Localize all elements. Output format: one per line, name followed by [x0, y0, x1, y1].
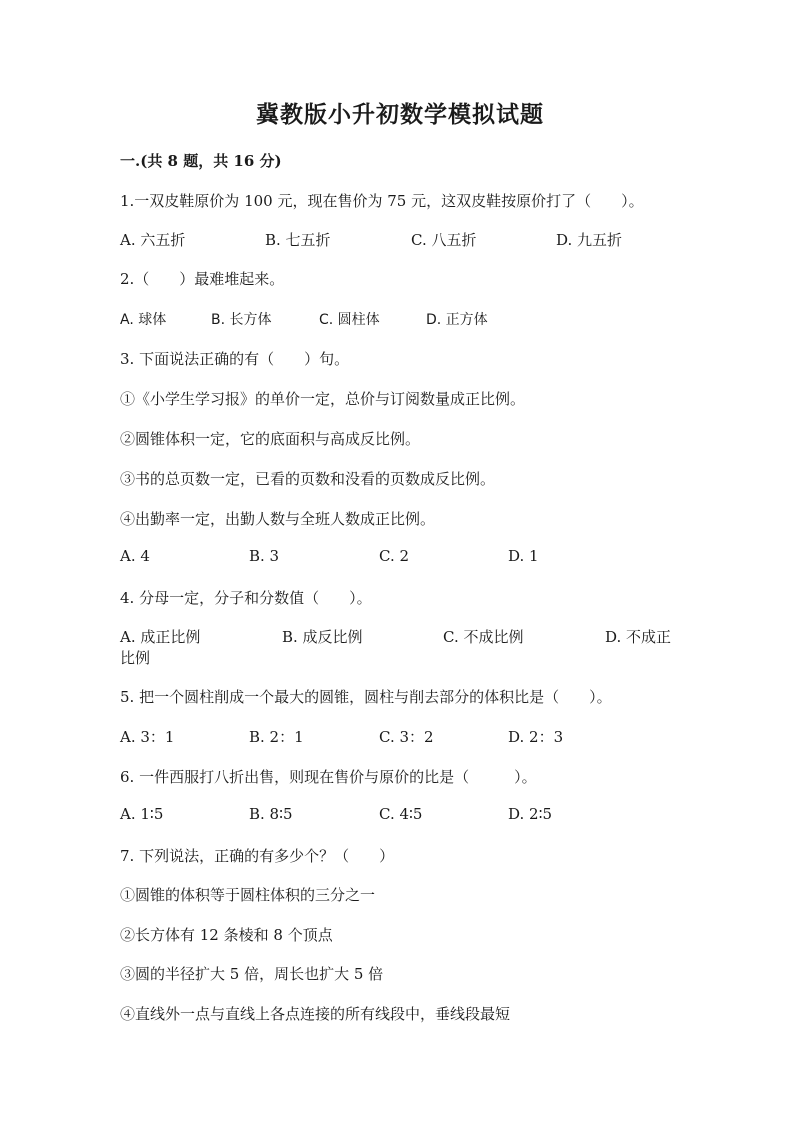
q3-statement-1: ①《小学生学习报》的单价一定，总价与订阅数量成正比例。	[120, 390, 526, 408]
q2-option-a: A. 球体	[120, 312, 167, 328]
q5-option-a: A. 3：1	[120, 728, 175, 746]
q6-option-c: C. 4∶5	[379, 805, 423, 823]
page-title: 冀教版小升初数学模拟试题	[256, 101, 544, 128]
question-6-stem: 6. 一件西服打八折出售，则现在售价与原价的比是（ ）。	[120, 768, 537, 786]
q6-option-b: B. 8∶5	[249, 805, 293, 823]
q5-option-d: D. 2：3	[508, 728, 564, 746]
q7-statement-4: ④直线外一点与直线上各点连接的所有线段中，垂线段最短	[120, 1005, 511, 1023]
question-7-stem: 7. 下列说法，正确的有多少个？（ ）	[120, 847, 395, 865]
question-3-stem: 3. 下面说法正确的有（ ）句。	[120, 350, 350, 368]
question-2-stem: 2.（ ）最难堆起来。	[120, 270, 285, 288]
q5-option-b: B. 2：1	[249, 728, 304, 746]
q3-option-c: C. 2	[379, 547, 410, 565]
q1-option-d: D. 九五折	[556, 231, 623, 249]
q7-statement-1: ①圆锥的体积等于圆柱体积的三分之一	[120, 886, 376, 904]
q6-option-d: D. 2∶5	[508, 805, 553, 823]
q3-statement-4: ④出勤率一定，出勤人数与全班人数成正比例。	[120, 510, 436, 528]
q5-option-c: C. 3：2	[379, 728, 434, 746]
q1-option-a: A. 六五折	[120, 231, 186, 249]
q1-option-c: C. 八五折	[411, 231, 477, 249]
q4-option-c: C. 不成比例	[443, 628, 524, 646]
q3-option-b: B. 3	[249, 547, 280, 565]
q4-option-b: B. 成反比例	[282, 628, 363, 646]
q6-option-a: A. 1∶5	[120, 805, 164, 823]
question-4-stem: 4. 分母一定，分子和分数值（ ）。	[120, 589, 372, 607]
q1-option-b: B. 七五折	[265, 231, 331, 249]
q3-statement-3: ③书的总页数一定，已看的页数和没看的页数成反比例。	[120, 470, 496, 488]
q3-option-a: A. 4	[120, 547, 150, 565]
q2-option-b: B. 长方体	[211, 312, 272, 328]
q4-option-d: D. 不成正	[605, 628, 672, 646]
section-heading: 一.(共 8 题，共 16 分)	[120, 152, 282, 170]
question-1-stem: 1.一双皮鞋原价为 100 元，现在售价为 75 元，这双皮鞋按原价打了（ ）。	[120, 192, 644, 210]
q2-option-c: C. 圆柱体	[319, 312, 380, 328]
q7-statement-2: ②长方体有 12 条棱和 8 个顶点	[120, 926, 333, 944]
q4-option-a: A. 成正比例	[120, 628, 201, 646]
question-5-stem: 5. 把一个圆柱削成一个最大的圆锥，圆柱与削去部分的体积比是（ ）。	[120, 688, 612, 706]
q7-statement-3: ③圆的半径扩大 5 倍，周长也扩大 5 倍	[120, 965, 384, 983]
q3-statement-2: ②圆锥体积一定，它的底面积与高成反比例。	[120, 430, 421, 448]
q4-option-d-wrap: 比例	[120, 649, 151, 667]
q3-option-d: D. 1	[508, 547, 539, 565]
q2-option-d: D. 正方体	[426, 312, 488, 328]
